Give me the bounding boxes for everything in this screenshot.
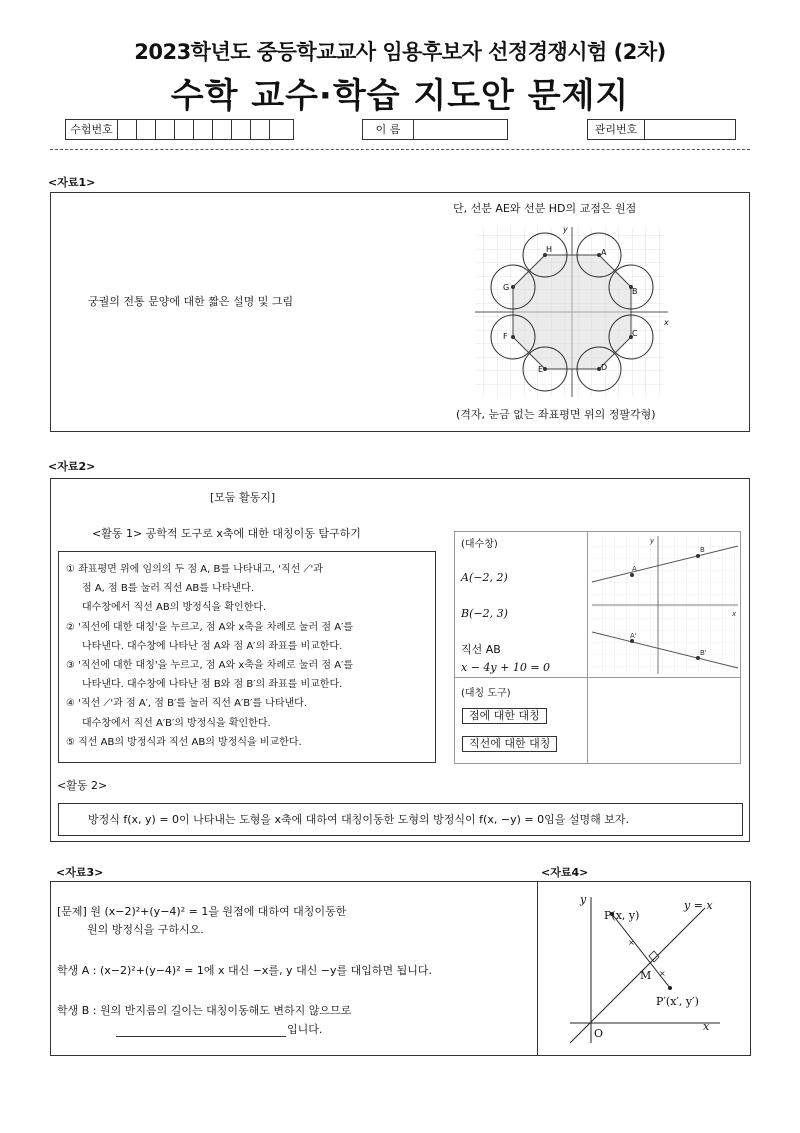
step-line: 대수창에서 직선 A′B′의 방정식을 확인한다. (82, 717, 271, 729)
exam-title: 2023학년도 중등학교교사 임용후보자 선정경쟁시험 (2차) (134, 40, 666, 64)
octagon-figure (470, 222, 680, 402)
tick-mark: × (659, 969, 666, 978)
step-line: 점 A, 점 B를 눌러 직선 AB를 나타낸다. (82, 583, 254, 595)
point-p-label: P(x, y) (604, 909, 640, 922)
problem-line2: 원의 방정식을 구하시오. (87, 923, 204, 936)
student-a-answer: 학생 A : (x−2)²+(y−4)² = 1에 x 대신 −x를, y 대신 −y를 대입하면 됩니다. (57, 964, 433, 977)
point-label-f: F (503, 332, 508, 341)
x-axis-label: x (732, 610, 737, 618)
step-line: ① 좌표평면 위에 임의의 두 점 A, B를 나타내고, '직선 ⟋'과 (66, 564, 323, 575)
section4-label: <자료4> (541, 866, 589, 879)
point-label-b: B (632, 287, 638, 296)
name-label: 이 름 (362, 119, 414, 140)
line-label: y = x (684, 899, 713, 912)
point-reflect-button[interactable]: 점에 대한 대칭 (462, 708, 547, 724)
section1-description: 궁궐의 전통 문양에 대한 짧은 설명 및 그림 (88, 295, 294, 308)
point-label-c: C (632, 329, 638, 338)
point-label-e: E (538, 365, 544, 374)
name-field[interactable] (413, 119, 508, 140)
point-a-value: A(−2, 2) (461, 571, 508, 584)
geogebra-graph (590, 534, 740, 676)
exam-no-cell[interactable] (174, 119, 194, 140)
activity1-title: <활동 1> 공학적 도구로 x축에 대한 대칭이동 탐구하기 (92, 527, 361, 540)
y-axis-label: y (650, 537, 655, 545)
document-title: 수학 교수·학습 지도안 문제지 (170, 76, 630, 116)
tool-label: (대칭 도구) (461, 688, 511, 699)
activity2-text: 방정식 f(x, y) = 0이 나타내는 도형을 x축에 대하여 대칭이동한 도형의 방정식이 f(x, −y) = 0임을 설명해 보자. (88, 813, 629, 826)
y-axis-label: y (580, 893, 587, 906)
point-label-a: A (601, 248, 607, 257)
point-a (630, 573, 634, 577)
label-a: A (632, 565, 637, 573)
exam-no-cell[interactable] (269, 119, 294, 140)
tick-mark: × (628, 938, 635, 947)
steps-list (66, 560, 353, 752)
origin-label: O (594, 1027, 604, 1040)
step-line: 나타낸다. 대수창에 나타난 점 A와 점 A′의 좌표를 비교한다. (82, 640, 343, 652)
point-b (696, 554, 700, 558)
step-line: ② '직선에 대한 대칭'을 누르고, 점 A와 x축을 차례로 눌러 점 A′를 (66, 621, 353, 633)
exam-no-cell[interactable] (193, 119, 213, 140)
worksheet-title: [모둠 활동지] (210, 491, 276, 504)
label-b: B (700, 546, 705, 554)
step-line: 나타낸다. 대수창에 나타난 점 B와 점 B′의 좌표를 비교한다. (82, 679, 343, 691)
point-p-prime (668, 986, 672, 990)
label-a-prime: A' (630, 632, 637, 640)
x-axis-label: x (664, 318, 669, 327)
point-p-prime-label: P′(x′, y′) (656, 995, 699, 1008)
point-m-label: M (640, 969, 652, 982)
manage-no-field[interactable] (644, 119, 736, 140)
window-divider (587, 531, 588, 764)
exam-no-label: 수험번호 (65, 119, 118, 140)
step-line: ③ '직선에 대한 대칭'을 누르고, 점 A와 x축을 차례로 눌러 점 A′를 (66, 660, 353, 672)
step-line: ④ '직선 ⟋'과 점 A′, 점 B′를 눌러 직선 A′B′를 나타낸다. (66, 698, 307, 710)
step-line: ⑤ 직선 AB의 방정식과 직선 AB의 방정식을 비교한다. (66, 736, 302, 748)
line-ab-equation: x − 4y + 10 = 0 (461, 661, 551, 674)
point-b-value: B(−2, 3) (461, 607, 508, 620)
exam-no-cell[interactable] (155, 119, 175, 140)
point-label-h: H (546, 245, 553, 254)
right-angle-mark (649, 951, 659, 962)
window-divider (454, 677, 741, 678)
section1-label: <자료1> (48, 176, 96, 189)
section1-note: 단, 선분 AE와 선분 HD의 교점은 원점 (453, 202, 637, 215)
exam-no-cell[interactable] (250, 119, 270, 140)
line-reflect-button[interactable]: 직선에 대한 대칭 (462, 736, 557, 752)
activity2-title: <활동 2> (57, 779, 108, 792)
exam-no-cell[interactable] (212, 119, 232, 140)
answer-end: 입니다. (287, 1023, 323, 1036)
algebra-label: (대수창) (461, 539, 498, 550)
step-line: 대수창에서 직선 AB의 방정식을 확인한다. (82, 602, 267, 614)
section1-caption: (격자, 눈금 없는 좌표평면 위의 정팔각형) (456, 408, 656, 421)
cut-line (50, 149, 750, 150)
exam-no-cell[interactable] (231, 119, 251, 140)
section3-label: <자료3> (56, 866, 104, 879)
section2-label: <자료2> (48, 460, 96, 473)
point-label-g: G (503, 283, 510, 292)
exam-no-cell[interactable] (117, 119, 137, 140)
point-label-d: D (601, 363, 608, 372)
x-axis-label: x (703, 1020, 710, 1033)
label-b-prime: B' (700, 649, 707, 657)
exam-no-cell[interactable] (136, 119, 156, 140)
problem-line1: [문제] 원 (x−2)²+(y−4)² = 1을 원점에 대하여 대칭이동한 (57, 905, 347, 918)
y-axis-label: y (563, 225, 568, 234)
manage-no-label: 관리번호 (587, 119, 645, 140)
section-divider (537, 881, 538, 1056)
id-row (0, 119, 800, 140)
line-ab-label: 직선 AB (461, 643, 501, 656)
student-b-answer: 학생 B : 원의 반지름의 길이는 대칭이동해도 변하지 않으므로 (57, 1004, 352, 1017)
reflection-diagram (560, 887, 730, 1049)
answer-blank[interactable] (116, 1036, 286, 1037)
